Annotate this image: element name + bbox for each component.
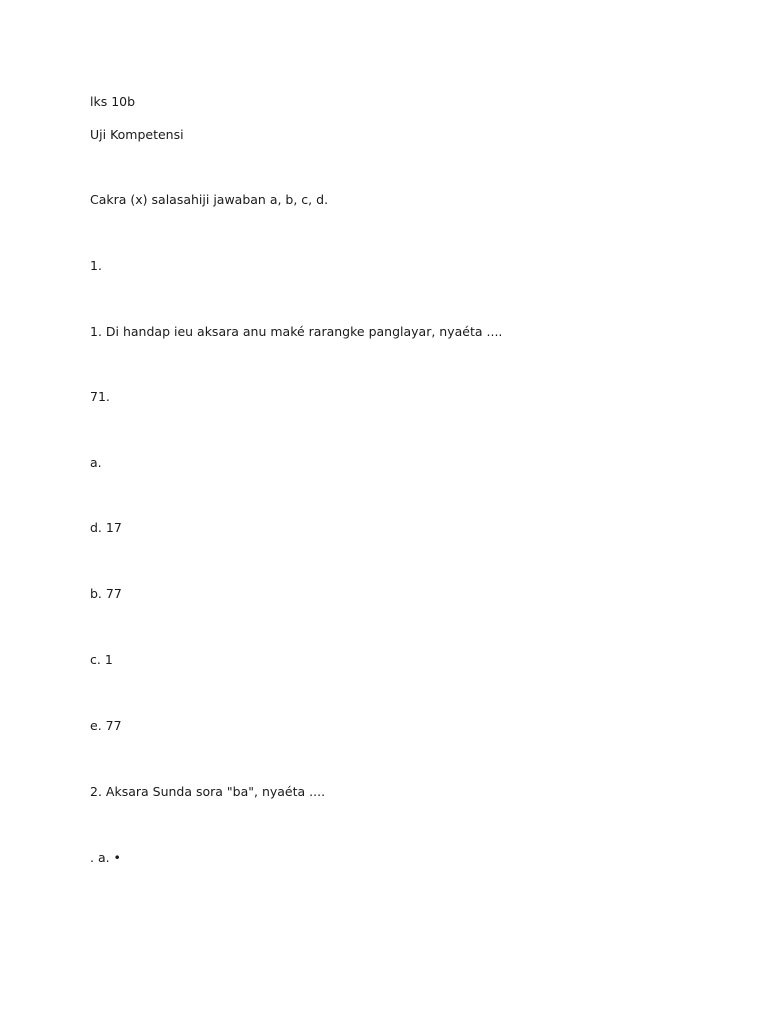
option-e: e. 77 xyxy=(90,718,122,733)
section-title: Uji Kompetensi xyxy=(90,127,184,142)
option-b: b. 77 xyxy=(90,586,122,601)
option-c: c. 1 xyxy=(90,652,113,667)
document-header: lks 10b xyxy=(90,94,136,109)
option-a: a. xyxy=(90,455,102,470)
option-d: d. 17 xyxy=(90,520,122,535)
question-number: 1. xyxy=(90,258,102,273)
question-1-line: 71. xyxy=(90,389,110,404)
question-2-text: 2. Aksara Sunda sora "ba", nyaéta .... xyxy=(90,784,326,799)
instructions: Cakra (x) salasahiji jawaban a, b, c, d. xyxy=(90,192,329,207)
question-2-option-a: . a. • xyxy=(90,850,121,865)
question-1-text: 1. Di handap ieu aksara anu maké rarangke panglayar, nyaéta .... xyxy=(90,324,503,339)
